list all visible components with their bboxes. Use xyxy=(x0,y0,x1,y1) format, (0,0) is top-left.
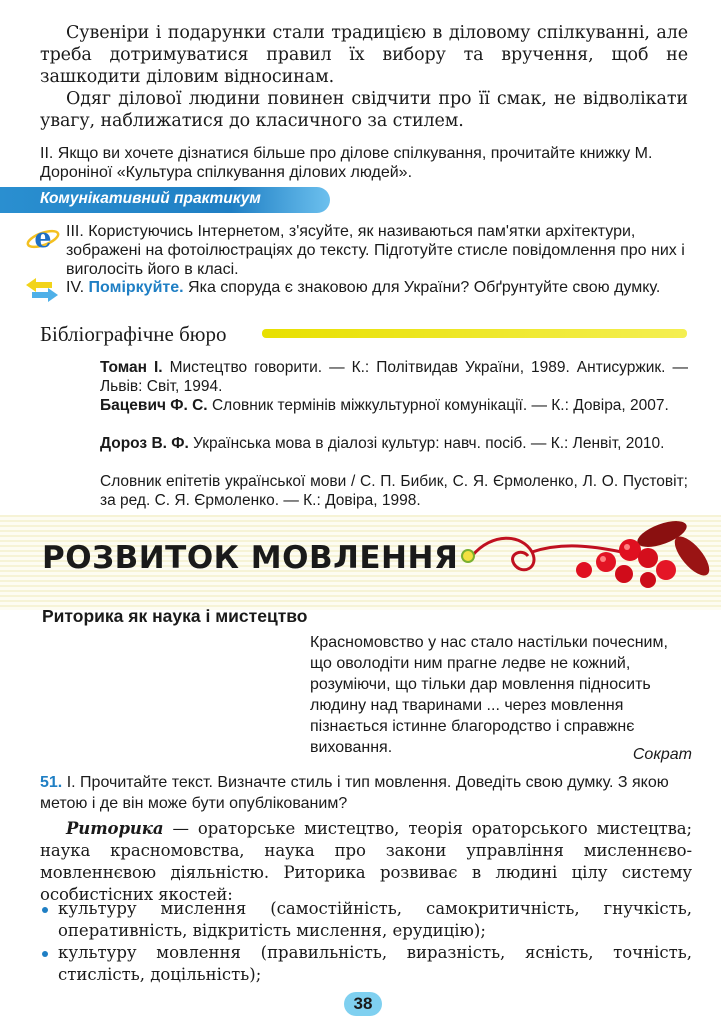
intro-paragraph-2: Одяг ділової людини повинен свідчити про її смак, не відволікати увагу, наближатися до класичного за стилем. xyxy=(40,89,688,131)
practicum-banner xyxy=(0,187,330,213)
page-number: 38 xyxy=(344,992,382,1016)
term-rhetoric: Риторика xyxy=(66,819,164,838)
task-4-highlight: Поміркуйте. xyxy=(88,279,184,296)
epigraph-author: Сократ xyxy=(632,746,692,763)
bib-author: Дороз В. Ф. xyxy=(100,435,189,452)
bib-entry xyxy=(100,358,688,396)
bib-text: Українська мова в діалозі культур: навч. посіб. — К.: Ленвіт, 2010. xyxy=(193,435,665,452)
bib-text: Словник епітетів української мови / С. П. Бибик, С. Я. Єрмоленко, Л. О. Пустовіт; за ред. С. Я. Єрмоленко. — К.: Довіра, 1998. xyxy=(100,473,688,509)
bullet-dot xyxy=(42,951,48,957)
exchange-arrows-icon xyxy=(26,278,58,302)
exercise-instructions: І. Прочитайте текст. Визначте стиль і тип мовлення. Доведіть свою думку. З якою метою і де він може бути опублікованим? xyxy=(40,774,669,812)
intro-paragraph-1: Сувеніри і подарунки стали традицією в діловому спілкуванні, але треба дотримуватися правил їх вибору та вручення, щоб не зашкодити діловим відносинам. xyxy=(40,23,688,87)
internet-explorer-icon xyxy=(26,222,60,256)
task-3: III. Користуючись Інтернетом, з'ясуйте, як називаються пам'ятки архітектури, зображені на фотоілюстраціях до тексту. Підготуйте стисле повідомлення про них і виголосіть його в класі. xyxy=(66,223,685,278)
bib-text: Словник термінів міжкультурної комунікації. — К.: Довіра, 2007. xyxy=(211,397,669,414)
task-4-text: Яка споруда є знаковою для України? Обґрунтуйте свою думку. xyxy=(188,279,661,296)
bib-text: Мистецтво говорити. — К.: Політвидав України, 1989. Антисуржик. — Львів: Світ, 1994. xyxy=(100,359,688,395)
exercise-number: 51. xyxy=(40,774,63,791)
svg-text:e: e xyxy=(34,223,52,254)
biblio-divider xyxy=(262,329,687,338)
bullet-dot xyxy=(42,907,48,913)
list-item: культуру мислення (самостійність, самокритичність, гнучкість, оперативність, відкритість мислення, ерудицію); xyxy=(58,899,692,940)
biblio-title: Бібліографічне бюро xyxy=(40,322,227,346)
subsection-title: Риторика як наука і мистецтво xyxy=(42,606,308,626)
bib-author: Томан І. xyxy=(100,359,163,376)
task-4-prefix: IV. xyxy=(66,279,85,296)
epigraph-quote: Красномовство у нас стало настільки почесним, що оволодіти ним прагне ледве не кожний, розуміючи, що тільки дар мовлення підносить людину над тваринами ... через мовлення пізнається істинне благородство і справжнє виховання. xyxy=(310,634,668,756)
list-item: культуру мовлення (правильність, виразність, ясність, точність, стислість, доцільність); xyxy=(58,943,692,984)
exercise-task xyxy=(40,772,690,814)
practicum-banner-label: Комунікативний практикум xyxy=(40,190,261,207)
section-title: РОЗВИТОК МОВЛЕННЯ xyxy=(42,540,459,576)
exercise-text-body: — ораторське мистецтво, теорія ораторського мистецтва; наука красномовства, наука про закони управління мисленнєво-мовленнєвою діяльністю. Риторика розвиває в людині цілу систему особистісних якостей: xyxy=(40,819,692,904)
task-4 xyxy=(66,278,688,297)
bib-entry xyxy=(100,434,688,453)
exercise-text xyxy=(40,818,692,906)
bib-entry xyxy=(100,396,688,415)
task-2: II. Якщо ви хочете дізнатися більше про ділове спілкування, прочитайте книжку М. Дороніної «Культура спілкування ділових людей». xyxy=(40,145,653,181)
bib-author: Бацевич Ф. С. xyxy=(100,397,208,414)
berry-ornament-icon xyxy=(452,512,714,592)
bib-entry xyxy=(100,472,688,510)
